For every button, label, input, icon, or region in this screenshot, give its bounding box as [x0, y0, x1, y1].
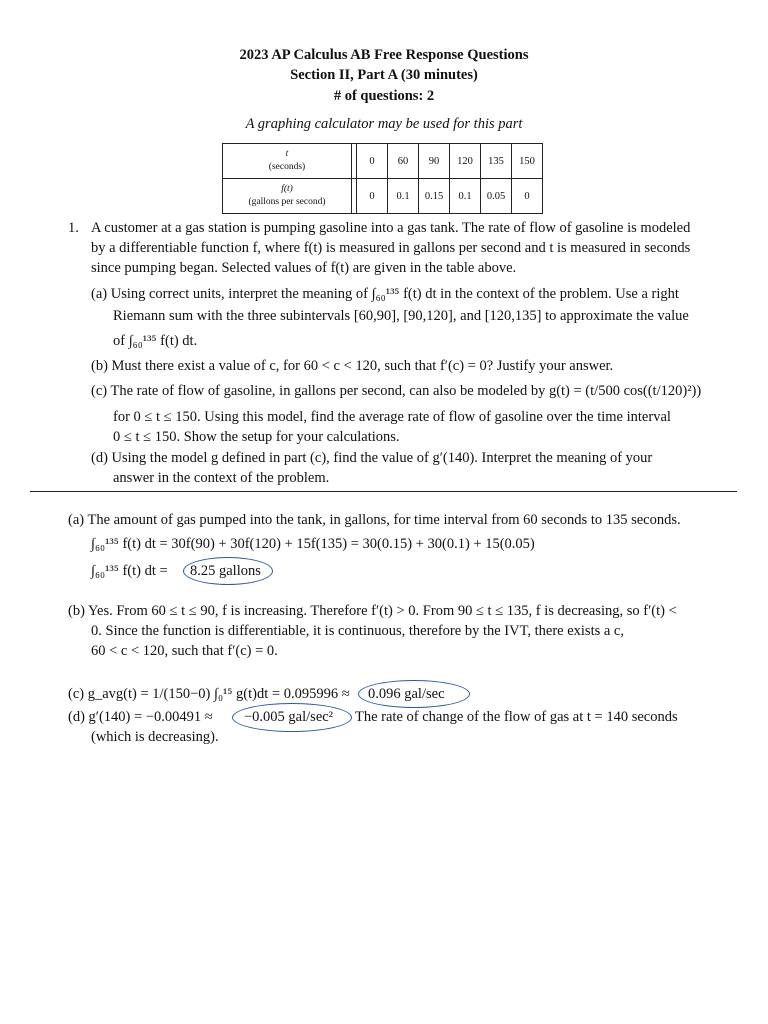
answer-d-result: −0.005 gal/sec²: [244, 709, 334, 725]
f-cell: 0: [512, 179, 543, 214]
values-table: [222, 143, 543, 214]
document-title: 2023 AP Calculus AB Free Response Questions: [239, 47, 529, 63]
part-c-line: 0 ≤ t ≤ 150. Show the setup for your calculations.: [113, 429, 400, 445]
part-a-line: Riemann sum with the three subintervals [60,90], [90,120], and [120,135] to approximate the value: [113, 308, 689, 324]
answer-c-circle: [358, 680, 470, 708]
part-d-line: answer in the context of the problem.: [113, 470, 330, 486]
part-d-line: (d) Using the model g defined in part (c), find the value of g′(140). Interpret the meaning of your: [91, 450, 653, 466]
answer-b-line: (b) Yes. From 60 ≤ t ≤ 90, f is increasing. Therefore f′(t) > 0. From 90 ≤ t ≤ 135, f is decreasing, so f′(t) <: [68, 603, 677, 619]
row-label-f: [223, 179, 352, 214]
label-var: t: [285, 149, 289, 159]
part-c-line: (c) The rate of flow of gasoline, in gallons per second, can also be modeled by g(t) = (t/500 cos((t/120)²)): [91, 383, 702, 399]
part-a-line: of ∫₆₀¹³⁵ f(t) dt.: [113, 333, 198, 349]
table-row-t: [223, 144, 543, 179]
answer-a-line: (a) The amount of gas pumped into the tank, in gallons, for time interval from 60 seconds to 135 seconds.: [68, 512, 681, 528]
answer-d-line: (d) g′(140) = −0.00491 ≈: [68, 709, 213, 725]
answer-a-equation: ∫₆₀¹³⁵ f(t) dt = 30f(90) + 30f(120) + 15f(135) = 30(0.15) + 30(0.1) + 15(0.05): [91, 536, 535, 552]
t-cell: 135: [481, 144, 512, 179]
label-var: f(t): [281, 184, 293, 194]
question-intro-line: A customer at a gas station is pumping gasoline into a gas tank. The rate of flow of gasoline is modeled: [91, 220, 691, 236]
answer-b-line: 0. Since the function is differentiable, it is continuous, therefore by the IVT, there exists a c,: [91, 623, 624, 639]
t-cell: 0: [357, 144, 388, 179]
answer-a-result: 8.25 gallons: [190, 563, 261, 579]
answer-c-line: (c) g_avg(t) = 1/(150−0) ∫₀¹⁵ g(t)dt = 0.095996 ≈: [68, 686, 350, 702]
question-intro-line: by a differentiable function f, where f(t) is measured in gallons per second and t is measured in seconds: [91, 240, 691, 256]
calculator-note: A graphing calculator may be used for this part: [245, 116, 523, 132]
f-cell: 0.15: [419, 179, 450, 214]
label-unit: (seconds): [268, 162, 306, 172]
answer-d-circle: [232, 703, 352, 732]
answer-b-line: 60 < c < 120, such that f′(c) = 0.: [91, 643, 278, 659]
answer-a-result-prefix: ∫₆₀¹³⁵ f(t) dt =: [91, 563, 168, 579]
part-c-line: for 0 ≤ t ≤ 150. Using this model, find the average rate of flow of gasoline over the time interval: [113, 409, 671, 425]
section-divider: [30, 491, 737, 492]
t-cell: 120: [450, 144, 481, 179]
f-cell: 0: [357, 179, 388, 214]
f-cell: 0.1: [450, 179, 481, 214]
answer-d-line: (which is decreasing).: [91, 729, 219, 745]
t-cell: 90: [419, 144, 450, 179]
answer-d-tail: The rate of change of the flow of gas at t = 140 seconds: [355, 709, 678, 725]
table-row-f: [223, 179, 543, 214]
t-cell: 60: [388, 144, 419, 179]
label-unit: (gallons per second): [248, 197, 326, 207]
row-label-t: [223, 144, 352, 179]
question-number: 1.: [68, 220, 79, 236]
f-cell: 0.05: [481, 179, 512, 214]
answer-a-circle: [183, 557, 273, 585]
question-intro-line: since pumping began. Selected values of f(t) are given in the table above.: [91, 260, 517, 276]
part-a-line: (a) Using correct units, interpret the meaning of ∫₆₀¹³⁵ f(t) dt in the context of the problem. Use a right: [91, 286, 679, 302]
answer-c-result: 0.096 gal/sec: [368, 686, 445, 702]
f-cell: 0.1: [388, 179, 419, 214]
t-cell: 150: [512, 144, 543, 179]
question-count: # of questions: 2: [333, 88, 435, 104]
part-b-line: (b) Must there exist a value of c, for 60 < c < 120, such that f′(c) = 0? Justify your answer.: [91, 358, 614, 374]
section-heading: Section II, Part A (30 minutes): [290, 67, 478, 83]
